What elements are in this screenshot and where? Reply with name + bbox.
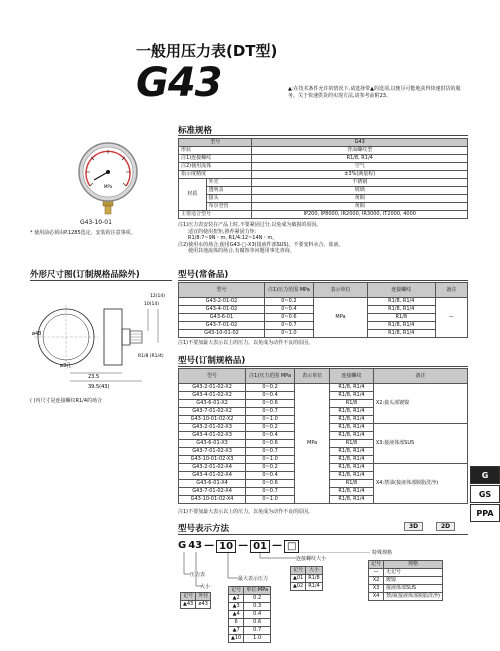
label-gauge: 压力表	[190, 572, 206, 578]
tab-ppa[interactable]: PPA	[470, 504, 500, 522]
dim-12: 12(14)	[150, 294, 165, 299]
spec-table: 型号 G43 形状 背面螺纹型 注1)连接螺纹 R1/8, R1/4 注2)使用流体 空气 指示度精度 ±3%(满量程) 材质 外壳 不锈钢 透明盖 玻璃 接头 黄铜 布尔登管 黄铜 主要适合型号 IP200, IP8000, IR2000, IR3000, IT2000, 4000	[178, 138, 468, 219]
dim-23-5: 23.5	[88, 374, 100, 380]
photo-caption: G43-10-01	[80, 219, 112, 226]
dim-dia43: ø43	[32, 331, 42, 337]
dim-hole: ø3孔	[60, 363, 72, 369]
label-thread: 连接螺纹大小	[296, 556, 327, 562]
std-models-title: 型号(常备品)	[178, 270, 229, 280]
dim-10: 10(14)	[144, 302, 159, 307]
dim-thread: R1/8 (R1/4)	[138, 354, 164, 359]
tab-g[interactable]: G	[470, 466, 500, 484]
gauge-photo	[76, 140, 140, 216]
label-special: 特殊规格	[372, 550, 393, 556]
label-range: 最大表示压力	[238, 576, 269, 582]
custom-model-table: 型号 注1)压力范围 MPa 表示单位 连接螺纹 备注 G43-2-01-02-X2 0~0.2 MPa R1/8, R1/4 X2:接头部镀镍 G43-4-01-02-X2 0~0.4 R1/8, R1/4 G43-6-01-X2 0~0.6 R1/8 G43-7-01-02-X2 0~0.7 R1/8, R1/4 G43-10-01-02-X2 0~1.0 R1/8, R1/4 G43-2-01-02-X3 0~0.2 R1/8, R1/4 X3:接液体部SUS G43-4-01-02-X3 0~0.4 R1/8, R1/4 G43-6-01-X3 0~0.6 R1/8 G43-7-01-02-X3 0~0.7 R1/8, R1/4 G43-10-01-02-X3 0~1.0 R1/8, R1/4 G43-2-01-02-X4 0~0.2 R1/8, R1/4 X4:禁油(接液体部脱脂洗净) G43-4-01-02-X4 0~0.4 R1/8, R1/4 G43-6-01-X4 0~0.6 R1/8 G43-7-01-02-X4 0~0.7 R1/8, R1/4 G43-10-01-02-X4 0~1.0 R1/8, R1/4	[178, 368, 468, 504]
quick-delivery-notice: ▲:在技术条件允许的情况下,请选择带▲的选项,以便尽可能地获得快速供货的服务。关于快速供货的实现方法,请参考前附23。	[288, 86, 461, 99]
dim-39-5: 39.5(43)	[88, 384, 110, 390]
custom-models-title: 型号(订制规格品)	[178, 356, 246, 366]
ordering-leader-lines	[178, 552, 378, 592]
spec-section-title: 标准规格	[178, 126, 213, 136]
dimension-drawing	[30, 285, 172, 405]
page-title: 一般用压力表(DT型)	[136, 42, 278, 60]
size-table: 记号 外径 ▲43 ø43	[180, 592, 211, 609]
spec-header-label: 型号	[179, 139, 252, 147]
std-model-table: 型号 注1)压力范围 MPa 表示单位 连接螺纹 备注 G43-2-01-02 0~0.2 MPa R1/8, R1/4 — G43-4-01-02 0~0.4 R1/8, R1/4 G43-6-01 0~0.6 R1/8 G43-7-01-02 0~0.7 R1/8, R1/4 G43-10-01-02 0~1.0 R1/8, R1/4	[178, 282, 468, 338]
spec-header-model: G43	[252, 139, 468, 147]
badge-3d: 3D	[404, 522, 423, 531]
custom-models-note: 注1)不要加最大表示以上的压力。以免成为动作不良的原因。	[178, 509, 314, 515]
gauge-face-unit: MPa	[103, 184, 113, 189]
ordering-title: 型号表示方法	[178, 524, 230, 534]
spec-notes: 注1)压力表安装在产品上时,不要紧固过分,以免成为破损的原因。 适宜的使用扭矩,推荐紧固力矩: R1/8:7~9N・m, R1/4:12~14N・m。 注2)使用水的场合,使用G43-□-X3(接液件部SUS)。不要变料水合、盐液。 使用其他流体的场合,有腐蚀等问题用事先查询。	[178, 222, 344, 254]
std-models-note: 注1)不要加最大表示以上的压力。以免成为动作不良的原因。	[178, 340, 314, 346]
thread-table: 记号 大小 ▲01 R1/8 ▲02 R1/4	[290, 566, 323, 591]
dims-note: ( )内尺寸是连接螺纹R1/4的场合	[30, 398, 103, 404]
usage-note: * 使用前必须由P.1285选定、安装的注意事项。	[30, 230, 136, 236]
model-code: G 43 — 10 — 01 — □	[178, 540, 299, 553]
material-label: 材质	[179, 179, 207, 211]
special-table: 记号 规格 — 无记号 X2 镀镍 X3 接液体部SUS X4 禁油(接液体部脱脂洗净)	[368, 560, 443, 601]
badge-2d: 2D	[436, 522, 455, 531]
range-table: 记号 单位:MPa ▲2 0.2 ▲3 0.3 ▲4 0.4 6 0.6 ▲7 0.7 ▲10 1.0	[228, 586, 271, 643]
label-size: 大小	[200, 584, 211, 590]
tab-gs[interactable]: GS	[470, 485, 500, 503]
model-heading: G43	[136, 60, 222, 106]
dims-section-title: 外形尺寸图(订制规格品除外)	[30, 270, 140, 280]
